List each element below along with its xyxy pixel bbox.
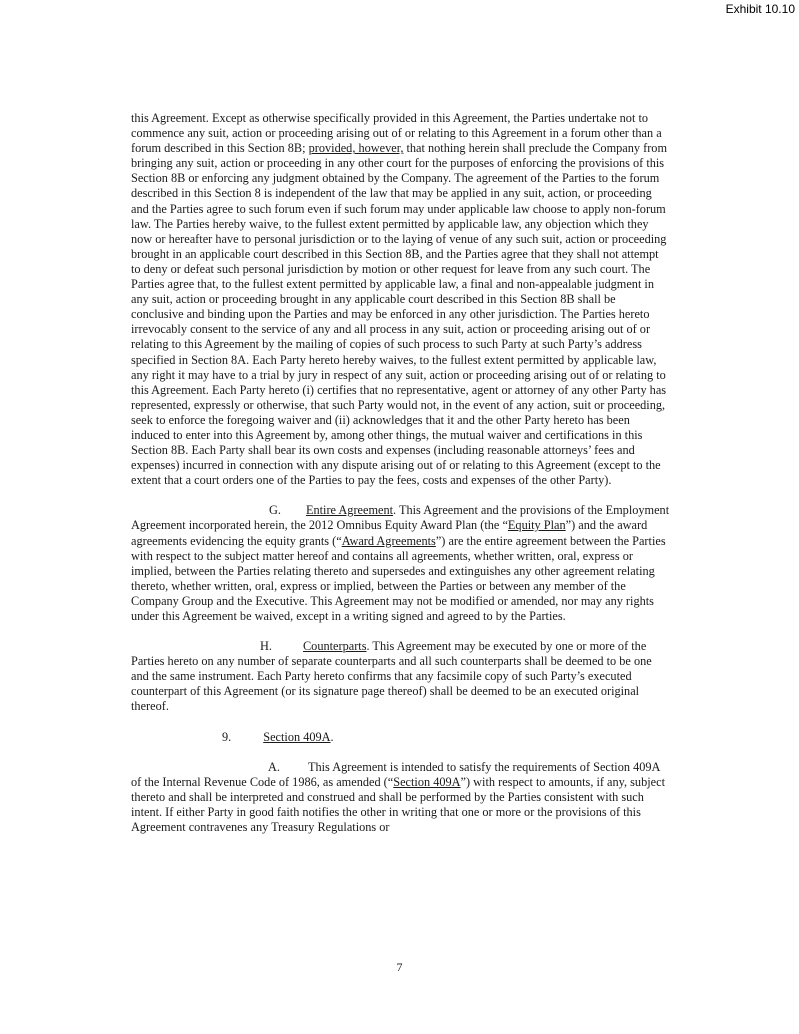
- document-body: [131, 111, 671, 835]
- section-g-heading: Entire Agreement: [305, 503, 394, 518]
- paragraph-section-h: H. Counterparts. This Agreement may be executed by one or more of the Parties hereto on any number of separate counterparts and all such counterparts shall be deemed to be one and the same instrument. Each Party hereto confirms that any facsimile copy of such Party’s executed counterpart of this Agreement (or its signature page thereof) shall be deemed to be an executed original thereof.: [131, 639, 652, 714]
- page-number: 7: [396, 960, 403, 974]
- section-9a-letter: A.: [268, 759, 280, 774]
- paragraph-section-8b-continued: this Agreement. Except as otherwise specifically provided in this Agreement, the Parties undertake not to commence any suit, action or proceeding arising out of or relating to this Agreement in a forum other than a forum described in this Section 8B; provided, however, that nothing herein shall preclude the Company from bringing any suit, action or proceeding in any other court for the purposes of enforcing the provisions of this Section 8B or enforcing any judgment obtained by the Company. The agreement of the Parties to the forum described in this Section 8 is independent of the law that may be applied in any suit, action, or proceeding and the Parties agree to such forum even if such forum may under applicable law choose to apply non-forum law. The Parties hereby waive, to the fullest extent permitted by applicable law, any objection which they now or hereafter have to personal jurisdiction or to the laying of venue of any such suit, action or proceeding brought in an applicable court described in this Section 8B, and the Parties agree that they shall not attempt to deny or defeat such personal jurisdiction by motion or other request for leave from any such court. The Parties agree that, to the fullest extent permitted by applicable law, a final and non-appealable judgment in any suit, action or proceeding brought in any applicable court described in this Section 8B shall be conclusive and binding upon the Parties and may be enforced in any other jurisdiction. The Parties hereto irrevocably consent to the service of any and all process in any suit, action or proceeding arising out of or relating to this Agreement by the mailing of copies of such process to such Party at such Party’s address specified in Section 8A. Each Party hereto hereby waives, to the fullest extent permitted by applicable law, any right it may have to a trial by jury in respect of any suit, action or proceeding arising out of or relating to this Agreement. Each Party hereto (i) certifies that no representative, agent or attorney of any other Party has represented, expressly or otherwise, that such Party would not, in the event of any action, suit or proceeding, seek to enforce the foregoing waiver and (ii) acknowledges that it and the other Party hereto has been induced to enter into this Agreement by, among other things, the mutual waiver and certifications in this Section 8B. Each Party shall bear its own costs and expenses (including reasonable attorneys’ fees and expenses) incurred in connection with any dispute arising out of or relating to this Agreement (except to the extent that a court orders one of the Parties to pay the fees, costs and expenses of the other Party).: [131, 111, 668, 488]
- paragraph-section-g: G. Entire Agreement. This Agreement and the provisions of the Employment Agreement incorporated herein, the 2012 Omnibus Equity Award Plan (the “Equity Plan”) and the award agreements evidencing the equity grants (“Award Agreements”) are the entire agreement between the Parties with respect to the subject matter hereof and contains all agreements, whether written, oral, express or implied, between the Parties relating thereto and supersedes and extinguishes any other agreement relating thereto, whether written, oral, express or implied, between the Parties or between any member of the Company Group and the Executive. This Agreement may not be modified or amended, nor may any rights under this Agreement be waived, except in a writing signed and agreed to by the Parties.: [131, 503, 670, 623]
- section-h-letter: H.: [260, 639, 272, 654]
- paragraph-section-9a: A. This Agreement is intended to satisfy the requirements of Section 409A of the Internal Revenue Code of 1986, as amended (“Section 409A”) with respect to amounts, if any, subject thereto and shall be interpreted and construed and shall be performed by the Parties consistent with such intent. If either Party in good faith notifies the other in writing that one or more or the provisions of this Agreement contravenes any Treasury Regulations or: [131, 759, 665, 835]
- heading-section-9: 9. Section 409A.: [222, 729, 334, 744]
- defined-term-equity-plan: Equity Plan: [507, 518, 566, 533]
- exhibit-label: Exhibit 10.10: [720, 0, 799, 18]
- defined-term-award-agreements: Award Agreements: [341, 533, 436, 548]
- section-9-number: 9.: [222, 729, 232, 744]
- section-h-heading: Counterparts: [302, 639, 367, 654]
- defined-term-section-409a: Section 409A: [393, 774, 461, 789]
- section-g-letter: G.: [269, 503, 281, 518]
- section-9-heading: Section 409A: [263, 729, 331, 744]
